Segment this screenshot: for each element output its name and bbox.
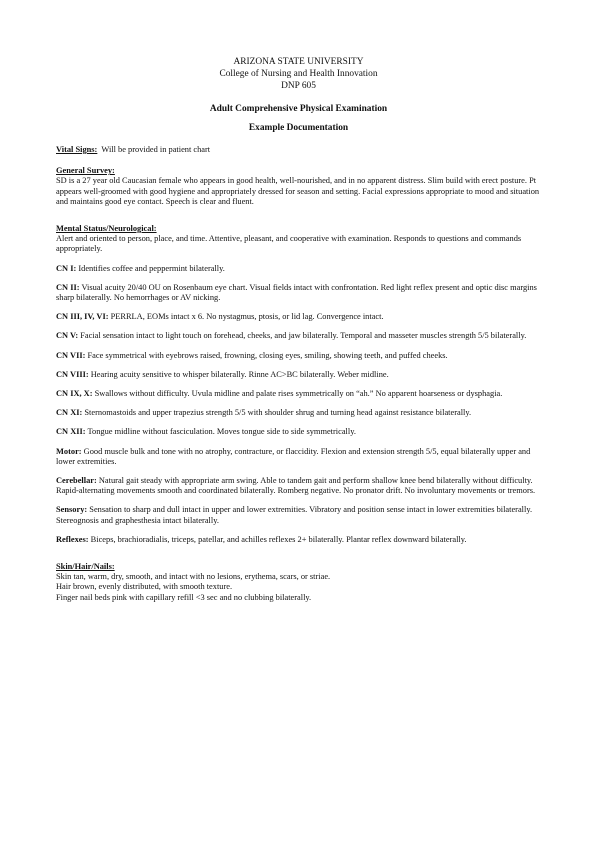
finding-label: CN V: <box>56 331 79 341</box>
finding-label: CN IX, X: <box>56 389 93 399</box>
finding-label: CN II: <box>56 282 80 292</box>
finding-cn-viii <box>56 370 541 380</box>
finding-label: CN XII: <box>56 427 86 437</box>
finding-label: CN I: <box>56 263 77 273</box>
finding-label: Reflexes: <box>56 534 89 544</box>
document-title: Adult Comprehensive Physical Examination <box>209 104 388 114</box>
finding-text: Natural gait steady with appropriate arm swing. Able to tandem gait and perform shallow knee bend bilaterally without difficulty. Rapid-alternating movements smooth and coordinated bilaterally. Romberg negative. No pronator drift. No involuntary movements or tremors. <box>56 476 536 496</box>
finding-label: CN VIII: <box>56 369 89 379</box>
finding-cn-v <box>56 331 541 341</box>
finding-text: PERRLA, EOMs intact x 6. No nystagmus, ptosis, or lid lag. Convergence intact. <box>110 312 384 322</box>
finding-text: Visual acuity 20/40 OU on Rosenbaum eye chart. Visual fields intact with confrontation. Red light reflex present and optic disc margins sharp bilaterally. No hemorrhages or AV nicking. <box>56 282 537 303</box>
finding-cn-xii <box>56 427 541 437</box>
finding-label: Motor: <box>56 446 82 456</box>
finding-label: Sensory: <box>56 505 88 515</box>
vital-signs-text: Will be provided in patient chart <box>101 145 211 154</box>
college-name: College of Nursing and Health Innovation <box>219 69 378 79</box>
finding-cn-ix-x <box>56 389 541 399</box>
course-code: DNP 605 <box>281 81 316 91</box>
document-subtitle: Example Documentation <box>248 123 349 133</box>
finding-text: Hearing acuity sensitive to whisper bilaterally. Rinne AC>BC bilaterally. Weber midline. <box>90 369 389 379</box>
finding-cn-ii <box>56 283 541 303</box>
document-header <box>56 56 541 92</box>
skin-hair-nails-section <box>56 562 541 603</box>
vital-signs-section <box>56 145 541 155</box>
finding-cn-iii-iv-vi <box>56 312 541 322</box>
skin-hair-nails-heading: Skin/Hair/Nails: <box>56 562 115 572</box>
finding-label: CN III, IV, VI: <box>56 312 109 322</box>
finding-label: Cerebellar: <box>56 476 97 486</box>
finding-text: Identifies coffee and peppermint bilaterally. <box>78 263 225 273</box>
finding-reflexes <box>56 535 541 545</box>
finding-cn-i <box>56 264 541 274</box>
general-survey-heading: General Survey: <box>56 166 115 176</box>
finding-cerebellar <box>56 476 541 496</box>
mental-status-heading: Mental Status/Neurological: <box>56 224 157 234</box>
finding-cn-xi <box>56 408 541 418</box>
finding-text: Swallows without difficulty. Uvula midline and palate rises symmetrically on “ah.” No apparent hoarseness or dysphagia. <box>94 389 503 399</box>
mental-status-text: Alert and oriented to person, place, and time. Attentive, pleasant, and cooperative with examination. Responds to questions and commands appropriately. <box>56 234 522 254</box>
finding-label: CN XI: <box>56 408 83 418</box>
finding-text: Sensation to sharp and dull intact in upper and lower extremities. Vibratory and position sense intact in lower extremities bilaterally. Stereognosis and graphesthesia intact bilaterally. <box>56 505 533 525</box>
finding-cn-vii <box>56 351 541 361</box>
finding-text: Tongue midline without fasciculation. Moves tongue side to side symmetrically. <box>87 427 356 437</box>
vital-signs-label: Vital Signs: <box>56 145 98 154</box>
hair-line: Hair brown, evenly distributed, with smooth texture. <box>56 582 233 592</box>
general-survey-section <box>56 166 541 207</box>
finding-text: Sternomastoids and upper trapezius strength 5/5 with shoulder shrug and turning head against resistance bilaterally. <box>84 408 472 418</box>
nails-line: Finger nail beds pink with capillary refill <3 sec and no clubbing bilaterally. <box>56 592 312 602</box>
finding-sensory <box>56 505 541 525</box>
finding-text: Face symmetrical with eyebrows raised, frowning, closing eyes, smiling, showing teeth, and puffed cheeks. <box>87 350 448 360</box>
finding-label: CN VII: <box>56 350 86 360</box>
finding-text: Facial sensation intact to light touch on forehead, cheeks, and jaw bilaterally. Temporal and masseter muscles strength 5/5 bilaterally. <box>80 331 527 341</box>
finding-text: Biceps, brachioradialis, triceps, patellar, and achilles reflexes 2+ bilaterally. Plantar reflex downward bilaterally. <box>90 534 467 544</box>
mental-status-section <box>56 224 541 255</box>
finding-text: Good muscle bulk and tone with no atrophy, contracture, or flaccidity. Flexion and extension strength 5/5, equal bilaterally upper and lower extremities. <box>56 446 531 466</box>
skin-line: Skin tan, warm, dry, smooth, and intact with no lesions, erythema, scars, or striae. <box>56 572 331 582</box>
university-name: ARIZONA STATE UNIVERSITY <box>233 57 364 67</box>
general-survey-text: SD is a 27 year old Caucasian female who appears in good health, well-nourished, and in no apparent distress. Slim build with erect posture. Pt appears well-groomed with good hygiene and appropriately dressed for season and setting. Facial expressions appropriate to mood and situation and maintains good eye contact. Speech is clear and fluent. <box>56 176 540 206</box>
finding-motor <box>56 447 541 467</box>
